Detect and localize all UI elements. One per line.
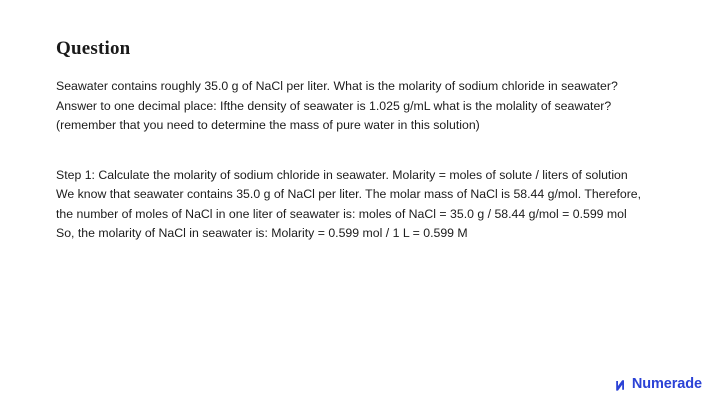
- numerade-wordmark: Numerade: [631, 376, 702, 392]
- numerade-logo: [615, 376, 702, 392]
- solution-paragraph: Step 1: Calculate the molarity of sodium chloride in seawater. Molarity = moles of solute / liters of solution We know that seawater contains 35.0 g of NaCl per liter. The molar mass of NaCl is 58.44 g/mol. Therefore, the number of moles of NaCl in one liter of seawater is: moles of NaCl = 35.0 g / 58.44 g/mol = 0.599 mol So, the molarity of NaCl in seawater is: Molarity = 0.599 mol / 1 L = 0.599 M: [56, 167, 642, 240]
- document-content: [56, 38, 646, 244]
- page-title: Question: [56, 38, 131, 59]
- question-paragraph: Seawater contains roughly 35.0 g of NaCl per liter. What is the molarity of sodium chloride in seawater? Answer to one decimal place: Ifthe density of seawater is 1.025 g/mL what is the molality of seawater? (remember that you need to determine the mass of pure water in this solution): [56, 79, 618, 132]
- numerade-mark-icon: [615, 379, 628, 392]
